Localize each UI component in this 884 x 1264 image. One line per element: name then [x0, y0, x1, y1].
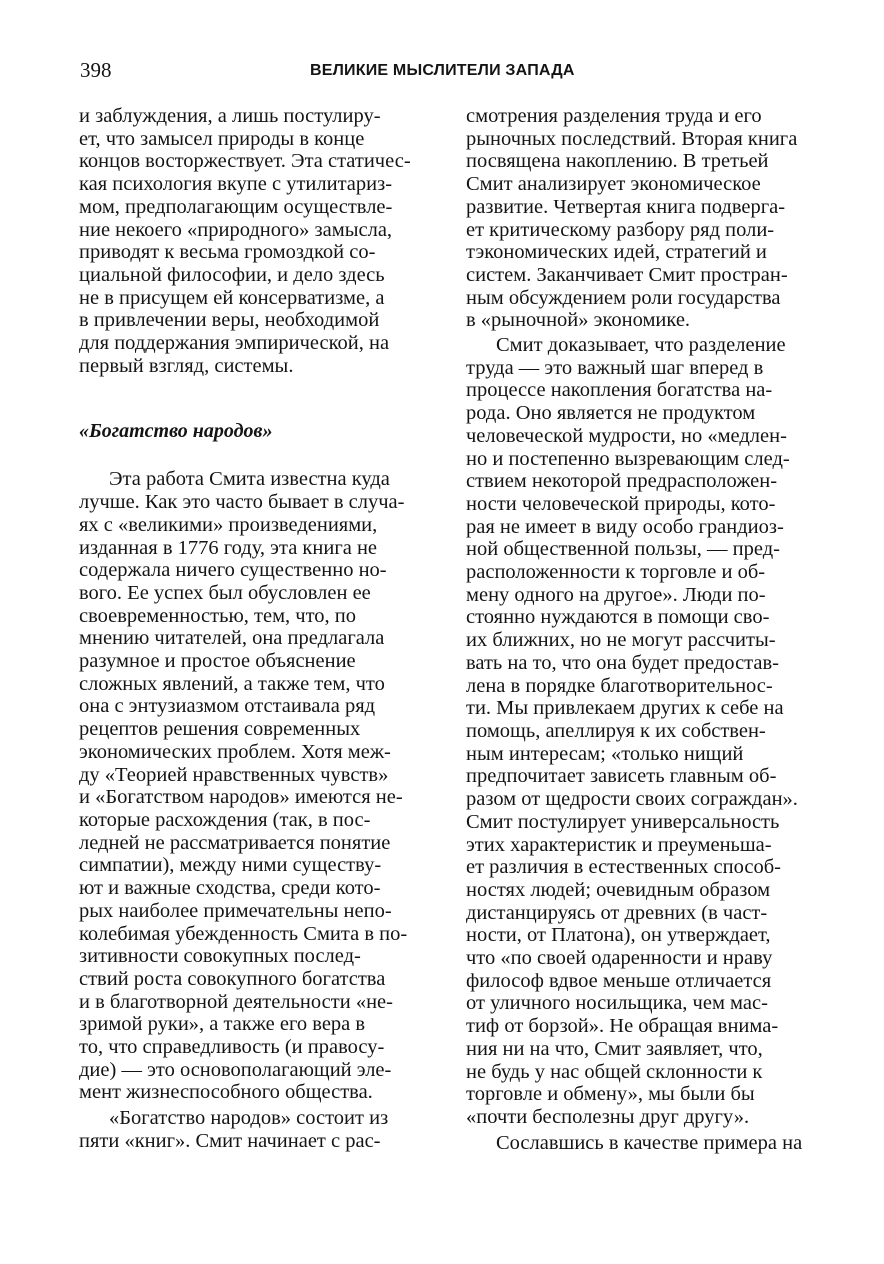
paragraph: и заблуждения, а лишь постулиру- ет, что замысел природы в конце концов восторжествует. Эта статичес- кая психология вкупе с утилитариз- мом, предполагающим осуществле- ние некоего «природного» замысла, приводят к весьма громоздкой со- циальной философии, и дело здесь не в присущем ей консерватизме, а в привлечении веры, необходимой для поддержания эмпирической, на первый взгляд, системы. — [79, 105, 411, 377]
paragraph: «Богатство народов» состоит из пяти «книг». Смит начинает с рас- — [79, 1107, 389, 1152]
paragraph: смотрения разделения труда и его рыночных последствий. Вторая книга посвящена накоплению. В третьей Смит анализирует экономическое развитие. Четвертая книга подверга- ет критическому разбору ряд поли- тэкономических идей, стратегий и систем. Заканчивает Смит простран- ным обсуждением роли государства в «рыночной» экономике. — [466, 105, 798, 332]
paragraph: Смит доказывает, что разделение труда — это важный шаг вперед в процессе накопления богатства на- рода. Оно является не продуктом человеческой мудрости, но «медлен- но и постепенно вызревающим след- ствием некоторой предрасположен- ности человеческой природы, кото- рая не имеет в виду особо грандиоз- ной общественной пользы, — пред- расположенности к торговле и об- мену одного на другое». Люди по- стоянно нуждаются в помощи сво- их ближних, но не могут рассчиты- вать на то, что она будет предостав- лена в порядке благотворительнос- ти. Мы привлекаем других к себе на помощь, апеллируя к их собствен- ным интересам; «только нищий предпочитает зависеть главным об- разом от щедрости своих сограждан». Смит постулирует универсальность этих характеристик и преуменьша- ет различия в естественных способ- ностях людей; очевидным образом дистанцируясь от древних (в част- ности, от Платона), он утверждает, что «по своей одаренности и нраву философ вдвое меньше отличается от уличного носильщика, чем мас- тиф от борзой». Не обращая внима- ния ни на что, Смит заявляет, что, не будь у нас общей склонности к торговле и обмену», мы были бы «почти бесполезны друг другу». — [466, 334, 798, 1128]
running-title: ВЕЛИКИЕ МЫСЛИТЕЛИ ЗАПАДА — [310, 62, 575, 79]
paragraph: Сославшись в качестве примера на — [496, 1131, 803, 1154]
section-heading: «Богатство народов» — [79, 420, 273, 443]
left-column — [79, 105, 411, 1153]
page-header — [80, 56, 825, 84]
page-number: 398 — [80, 58, 112, 82]
paragraph: Эта работа Смита известна куда лучше. Как это часто бывает в случа- ях с «великими» произведениями, изданная в 1776 году, эта книга не содержала ничего существенно но- вого. Ее успех был обусловлен ее своевременностью, тем, что, по мнению читателей, она предлагала разумное и простое объяснение сложных явлений, а также тем, что она с энтузиазмом отстаивала ряд рецептов решения современных экономических проблем. Хотя меж- ду «Теорией нравственных чувств» и «Богатством народов» имеются не- которые расхождения (так, в пос- ледней не рассматривается понятие симпатии), между ними существу- ют и важные сходства, среди кото- рых наиболее примечательны непо- колебимая убежденность Смита в по- зитивности совокупных послед- ствий роста совокупного богатства и в благотворной деятельности «не- зримой руки», а также его вера в то, что справедливость (и правосу- дие) — это основополагающий эле- мент жизнеспособного общества. — [79, 468, 408, 1104]
right-column — [466, 105, 824, 1154]
